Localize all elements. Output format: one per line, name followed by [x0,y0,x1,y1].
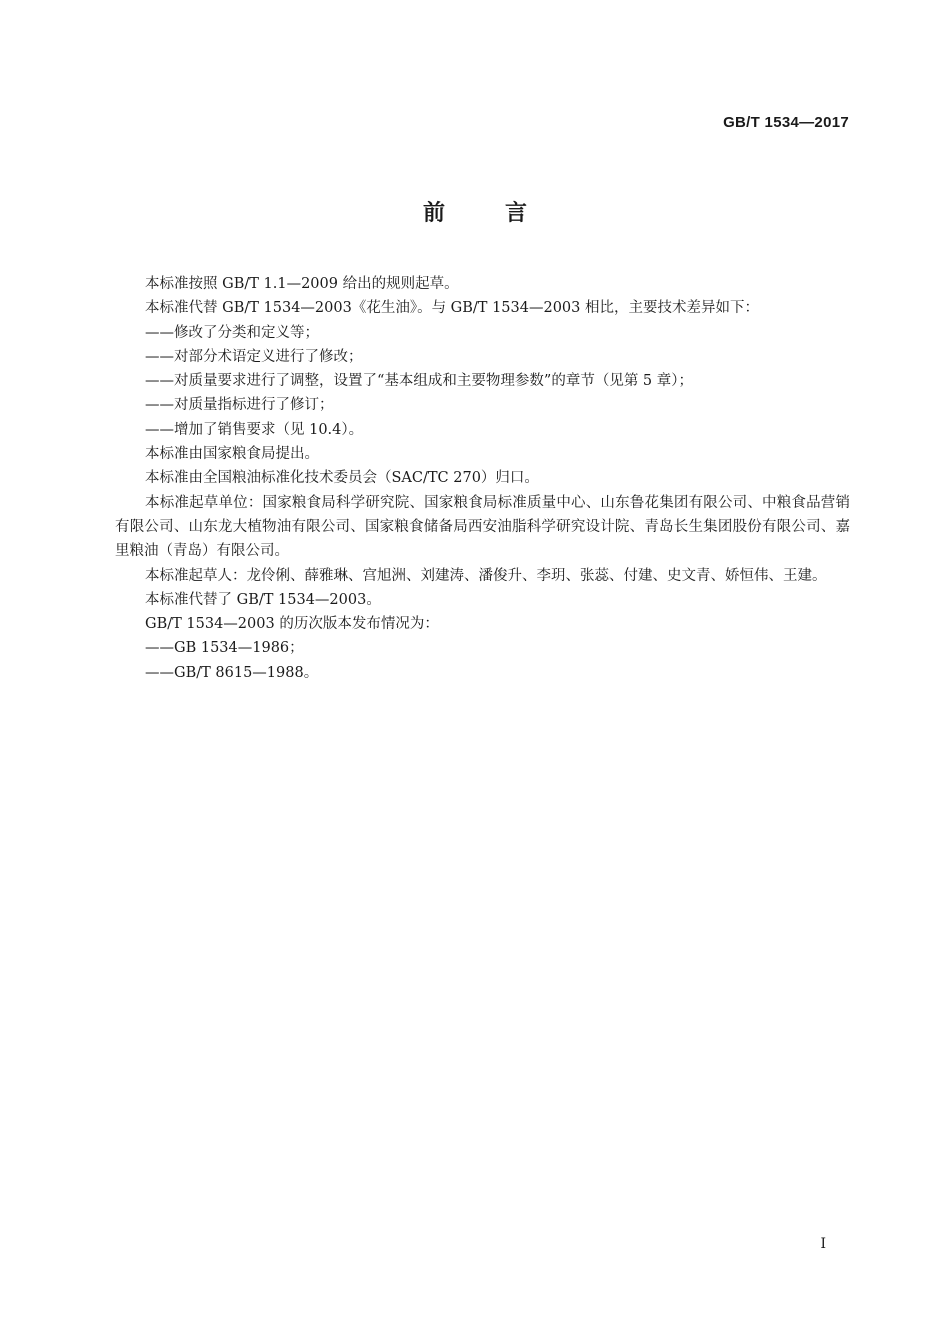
paragraph: 本标准代替 GB/T 1534—2003《花生油》。与 GB/T 1534—2003 相比，主要技术差异如下： [145,300,759,317]
list-item: ——对部分术语定义进行了修改； [145,348,363,365]
list-item: ——增加了销售要求（见 10.4）。 [145,421,364,438]
paragraph: GB/T 1534—2003 的历次版本发布情况为： [145,616,439,633]
paragraph: 本标准由国家粮食局提出。 [145,446,319,463]
list-item: ——修改了分类和定义等； [145,324,319,341]
page-title: 前言 [422,201,587,226]
paragraph: 本标准由全国粮油标准化技术委员会（SAC/TC 270）归口。 [145,470,539,487]
paragraph: 本标准代替了 GB/T 1534—2003。 [145,591,381,608]
list-item: ——GB/T 8615—1988。 [145,664,319,681]
list-item: ——对质量指标进行了修订； [145,397,334,414]
paragraph: 本标准起草单位：国家粮食局科学研究院、国家粮食局标准质量中心、山东鲁花集团有限公司、中粮食品营销有限公司、山东龙大植物油有限公司、国家粮食储备局西安油脂科学研究设计院、青岛长生集团股份有限公司、嘉里粮油（青岛）有限公司。 [115,494,850,560]
paragraph: 本标准起草人：龙伶俐、薛雅琳、宫旭洲、刘建涛、潘俊升、李玥、张蕊、付建、史文青、娇恒伟、王建。 [145,567,827,584]
paragraph: 本标准按照 GB/T 1.1—2009 给出的规则起草。 [145,276,459,292]
list-item: ——GB 1534—1986； [145,640,304,657]
document-code: GB/T 1534—2017 [723,114,849,131]
document-body [115,272,850,685]
list-item: ——对质量要求进行了调整，设置了“基本组成和主要物理参数”的章节（见第 5 章）； [145,373,694,390]
page-number: I [820,1236,826,1252]
